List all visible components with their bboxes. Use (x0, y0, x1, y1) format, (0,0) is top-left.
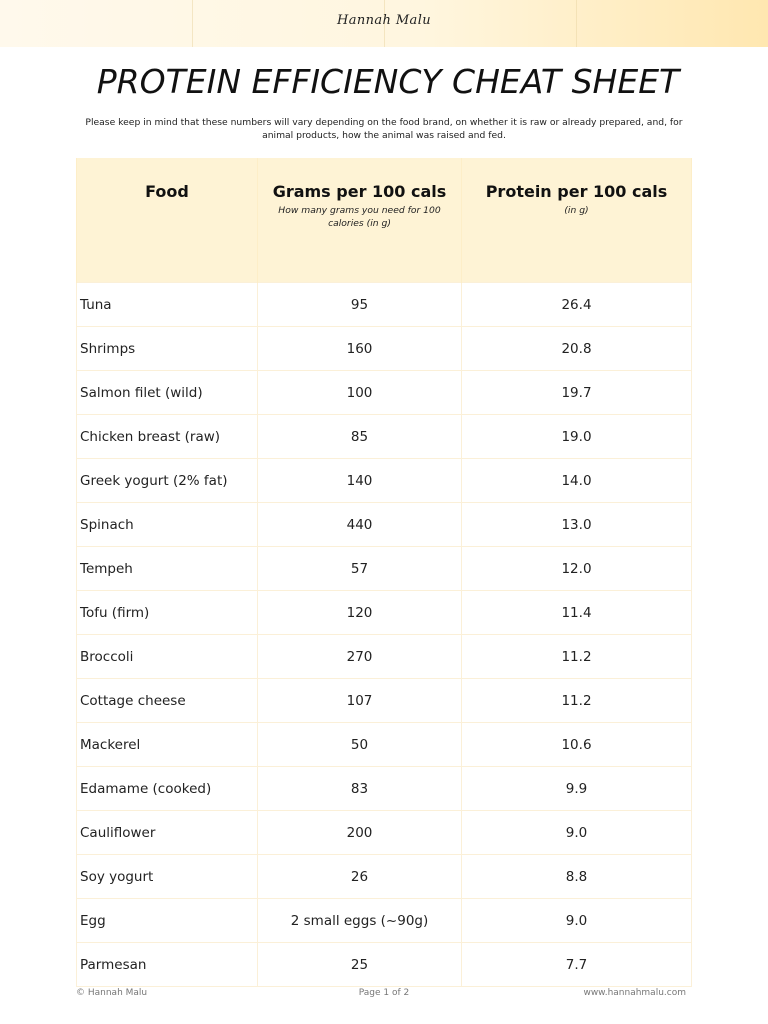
protein-table-container (76, 158, 691, 987)
food-cell: Parmesan (77, 943, 258, 987)
food-cell: Egg (77, 899, 258, 943)
column-subtitle: How many grams you need for 100 calories (in g) (278, 205, 441, 229)
grams-cell: 100 (258, 371, 462, 415)
protein-cell: 19.0 (462, 415, 692, 459)
grams-cell: 26 (258, 855, 462, 899)
protein-cell: 8.8 (462, 855, 692, 899)
column-title: Protein per 100 cals (485, 182, 668, 201)
footer-copyright: © Hannah Malu (76, 988, 148, 998)
grams-cell: 2 small eggs (~90g) (258, 899, 462, 943)
grams-cell: 200 (258, 811, 462, 855)
food-cell: Broccoli (77, 635, 258, 679)
protein-cell: 9.9 (462, 767, 692, 811)
grams-cell: 50 (258, 723, 462, 767)
food-cell: Chicken breast (raw) (77, 415, 258, 459)
protein-cell: 26.4 (462, 283, 692, 327)
grams-cell: 85 (258, 415, 462, 459)
table-row (77, 327, 692, 371)
food-cell: Tempeh (77, 547, 258, 591)
grams-cell: 140 (258, 459, 462, 503)
grams-cell: 25 (258, 943, 462, 987)
table-row (77, 503, 692, 547)
protein-cell: 19.7 (462, 371, 692, 415)
food-cell: Shrimps (77, 327, 258, 371)
page-title: PROTEIN EFFICIENCY CHEAT SHEET (96, 62, 680, 101)
table-row (77, 459, 692, 503)
author-brand: Hannah Malu (336, 13, 432, 28)
table-header (77, 158, 692, 283)
food-cell: Cottage cheese (77, 679, 258, 723)
table-row (77, 855, 692, 899)
column-header-grams (258, 158, 462, 283)
grams-cell: 270 (258, 635, 462, 679)
grams-cell: 83 (258, 767, 462, 811)
table-row (77, 283, 692, 327)
protein-cell: 12.0 (462, 547, 692, 591)
table-row (77, 679, 692, 723)
table-row (77, 767, 692, 811)
food-cell: Tofu (firm) (77, 591, 258, 635)
protein-table (76, 158, 692, 987)
column-header-protein (462, 158, 692, 283)
table-row (77, 899, 692, 943)
table-row (77, 723, 692, 767)
food-cell: Edamame (cooked) (77, 767, 258, 811)
grams-cell: 107 (258, 679, 462, 723)
protein-cell: 11.2 (462, 635, 692, 679)
protein-cell: 13.0 (462, 503, 692, 547)
disclaimer-text: Please keep in mind that these numbers will vary depending on the food brand, on whether it is raw or already prepared, and, for animal products, how the animal was raised and fed. (85, 117, 683, 141)
table-row (77, 591, 692, 635)
food-cell: Soy yogurt (77, 855, 258, 899)
protein-cell: 20.8 (462, 327, 692, 371)
table-row (77, 547, 692, 591)
protein-cell: 7.7 (462, 943, 692, 987)
column-title: Food (145, 182, 189, 201)
footer-page-number: Page 1 of 2 (358, 988, 410, 998)
food-cell: Spinach (77, 503, 258, 547)
protein-cell: 11.2 (462, 679, 692, 723)
table-row (77, 635, 692, 679)
column-header-food (77, 158, 258, 283)
protein-cell: 14.0 (462, 459, 692, 503)
protein-cell: 11.4 (462, 591, 692, 635)
grams-cell: 440 (258, 503, 462, 547)
grams-cell: 120 (258, 591, 462, 635)
protein-cell: 10.6 (462, 723, 692, 767)
footer-website-link[interactable]: www.hannahmalu.com (583, 988, 686, 998)
table-row (77, 943, 692, 987)
table-row (77, 415, 692, 459)
food-cell: Greek yogurt (2% fat) (77, 459, 258, 503)
table-row (77, 811, 692, 855)
table-row (77, 371, 692, 415)
food-cell: Salmon filet (wild) (77, 371, 258, 415)
grams-cell: 160 (258, 327, 462, 371)
protein-cell: 9.0 (462, 811, 692, 855)
food-cell: Mackerel (77, 723, 258, 767)
grams-cell: 95 (258, 283, 462, 327)
column-title: Grams per 100 cals (272, 182, 447, 201)
table-body (77, 283, 692, 987)
protein-cell: 9.0 (462, 899, 692, 943)
grams-cell: 57 (258, 547, 462, 591)
food-cell: Cauliflower (77, 811, 258, 855)
column-subtitle: (in g) (564, 205, 589, 216)
food-cell: Tuna (77, 283, 258, 327)
